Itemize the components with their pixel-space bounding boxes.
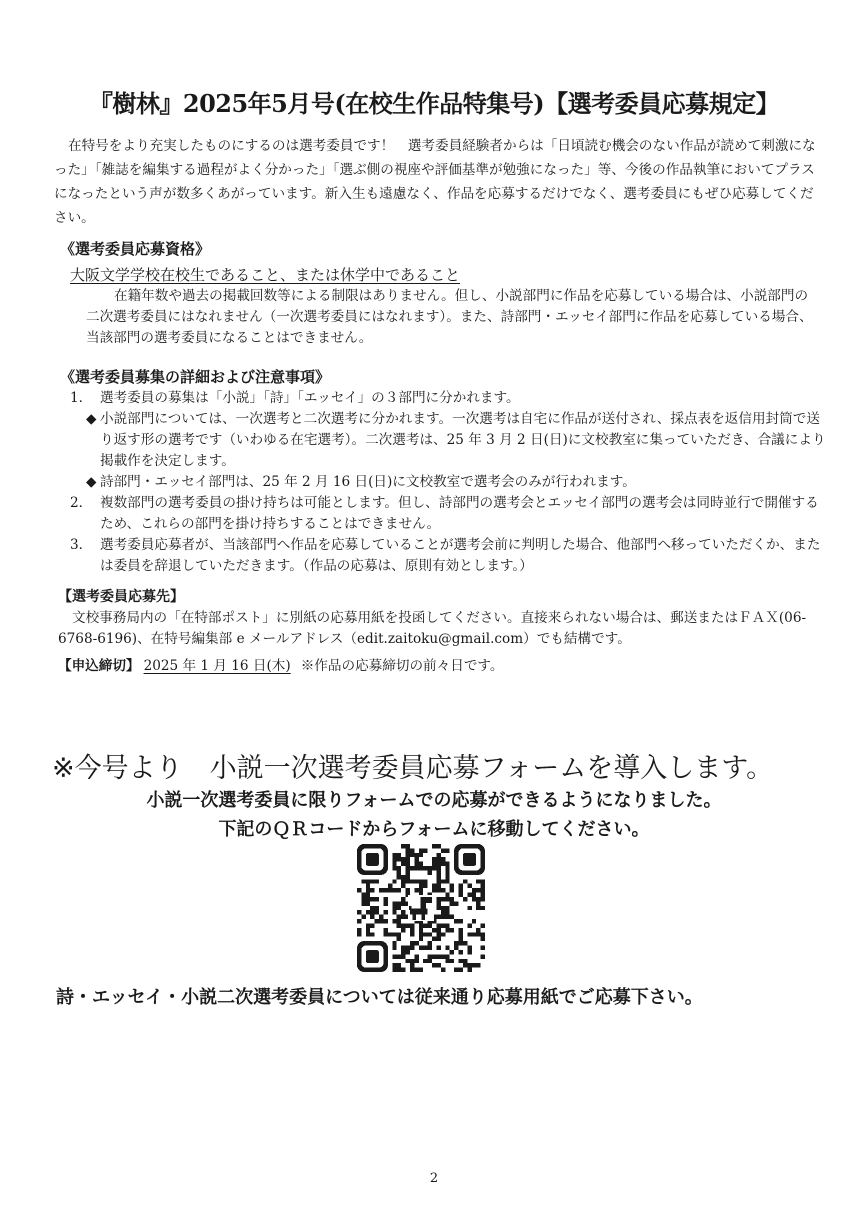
intro-paragraph: 在特号をより充実したものにするのは選考委員です！ 選考委員経験者からは「日頃読む機会のない作品が読めて刺激になった」「雑誌を編集する過程がよく分かった」「選ぶ側の視座や評価基準が勉強になった」等、今後の作品執筆においてプラスになったという声が数多くあがっています。新入生も遠慮なく、作品を応募するだけでなく、選考委員にもぜひ応募してください。 <box>54 138 816 226</box>
details-heading: 《選考委員募集の詳細および注意事項》 <box>60 368 331 386</box>
page-number: 2 <box>429 1171 439 1186</box>
deadline-label: 【申込締切】 <box>58 658 140 674</box>
list-item <box>70 493 830 535</box>
announcement-line-1: 小説一次選考委員に限りフォームでの応募ができるようになりました。 <box>146 790 722 811</box>
list-item-number: 2． <box>70 495 93 511</box>
qualification-text: 在籍年数や過去の掲載回数等による制限はありません。但し、小説部門に作品を応募している場合は、小説部門の二次選考委員にはなれません（一次選考委員にはなれます）。また、詩部門・エッセイ部門に作品を応募している場合、当該部門の選考委員になることはできません。 <box>86 288 813 346</box>
list-item <box>70 535 830 577</box>
bullet-text: 小説部門については、一次選考と二次選考に分かれます。一次選考は自宅に作品が送付され、採点表を返信用封筒で送り返す形の選考です（いわゆる在宅選考）。二次選考は、25 年 3 月 2 日(日)に文校教室に集っていただき、合議により掲載作を決定します。 <box>100 411 826 469</box>
application-text: 文校事務局内の「在特部ポスト」に別紙の応募用紙を投函してください。直接来られない場合は、郵送またはＦＡＸ(06-6768-6196)、在特号編集部 e メールアドレス（edit.zaitoku@gmail.com）でも結構です。 <box>58 610 807 647</box>
bullet-item <box>70 409 830 472</box>
qualification-subheading: 大阪文学学校在校生であること、または休学中であること <box>70 266 461 284</box>
list-item-text: 複数部門の選考委員の掛け持ちは可能とします。但し、詩部門の選考会とエッセイ部門の選考会は同時並行で開催するため、これらの部門を掛け持ちすることはできません。 <box>100 495 819 532</box>
diamond-bullet-icon: ◆ <box>86 474 97 490</box>
bullet-text: 詩部門・エッセイ部門は、25 年 2 月 16 日(日)に文校教室で選考会のみが行われます。 <box>100 474 636 490</box>
qr-code[interactable] <box>357 844 485 972</box>
deadline-date: 2025 年 1 月 16 日(木) <box>143 658 291 674</box>
announcement-line-2: 下記のＱＲコードからフォームに移動してください。 <box>218 819 650 840</box>
list-item <box>70 388 830 409</box>
deadline-note: ※作品の応募締切の前々日です。 <box>300 658 504 674</box>
announcement-headline: ※今号より 小説一次選考委員応募フォームを導入します。 <box>52 753 774 784</box>
qualification-heading: 《選考委員応募資格》 <box>60 240 211 258</box>
list-item-number: 1． <box>70 390 93 406</box>
application-heading: 【選考委員応募先】 <box>58 589 184 605</box>
list-item-text: 選考委員の募集は「小説」「詩」「エッセイ」の３部門に分かれます。 <box>100 390 520 406</box>
diamond-bullet-icon: ◆ <box>86 411 97 427</box>
page-title: 『樹林』2025年5月号(在校生作品特集号)【選考委員応募規定】 <box>88 89 780 118</box>
deadline-line <box>58 654 504 674</box>
list-item-number: 3． <box>70 537 93 553</box>
footer-note: 詩・エッセイ・小説二次選考委員については従来通り応募用紙でご応募下さい。 <box>56 987 703 1008</box>
bullet-item <box>70 472 830 493</box>
list-item-text: 選考委員応募者が、当該部門へ作品を応募していることが選考会前に判明した場合、他部門へ移っていただくか、または委員を辞退していただきます。（作品の応募は、原則有効とします。） <box>100 537 821 574</box>
details-list <box>70 388 830 577</box>
